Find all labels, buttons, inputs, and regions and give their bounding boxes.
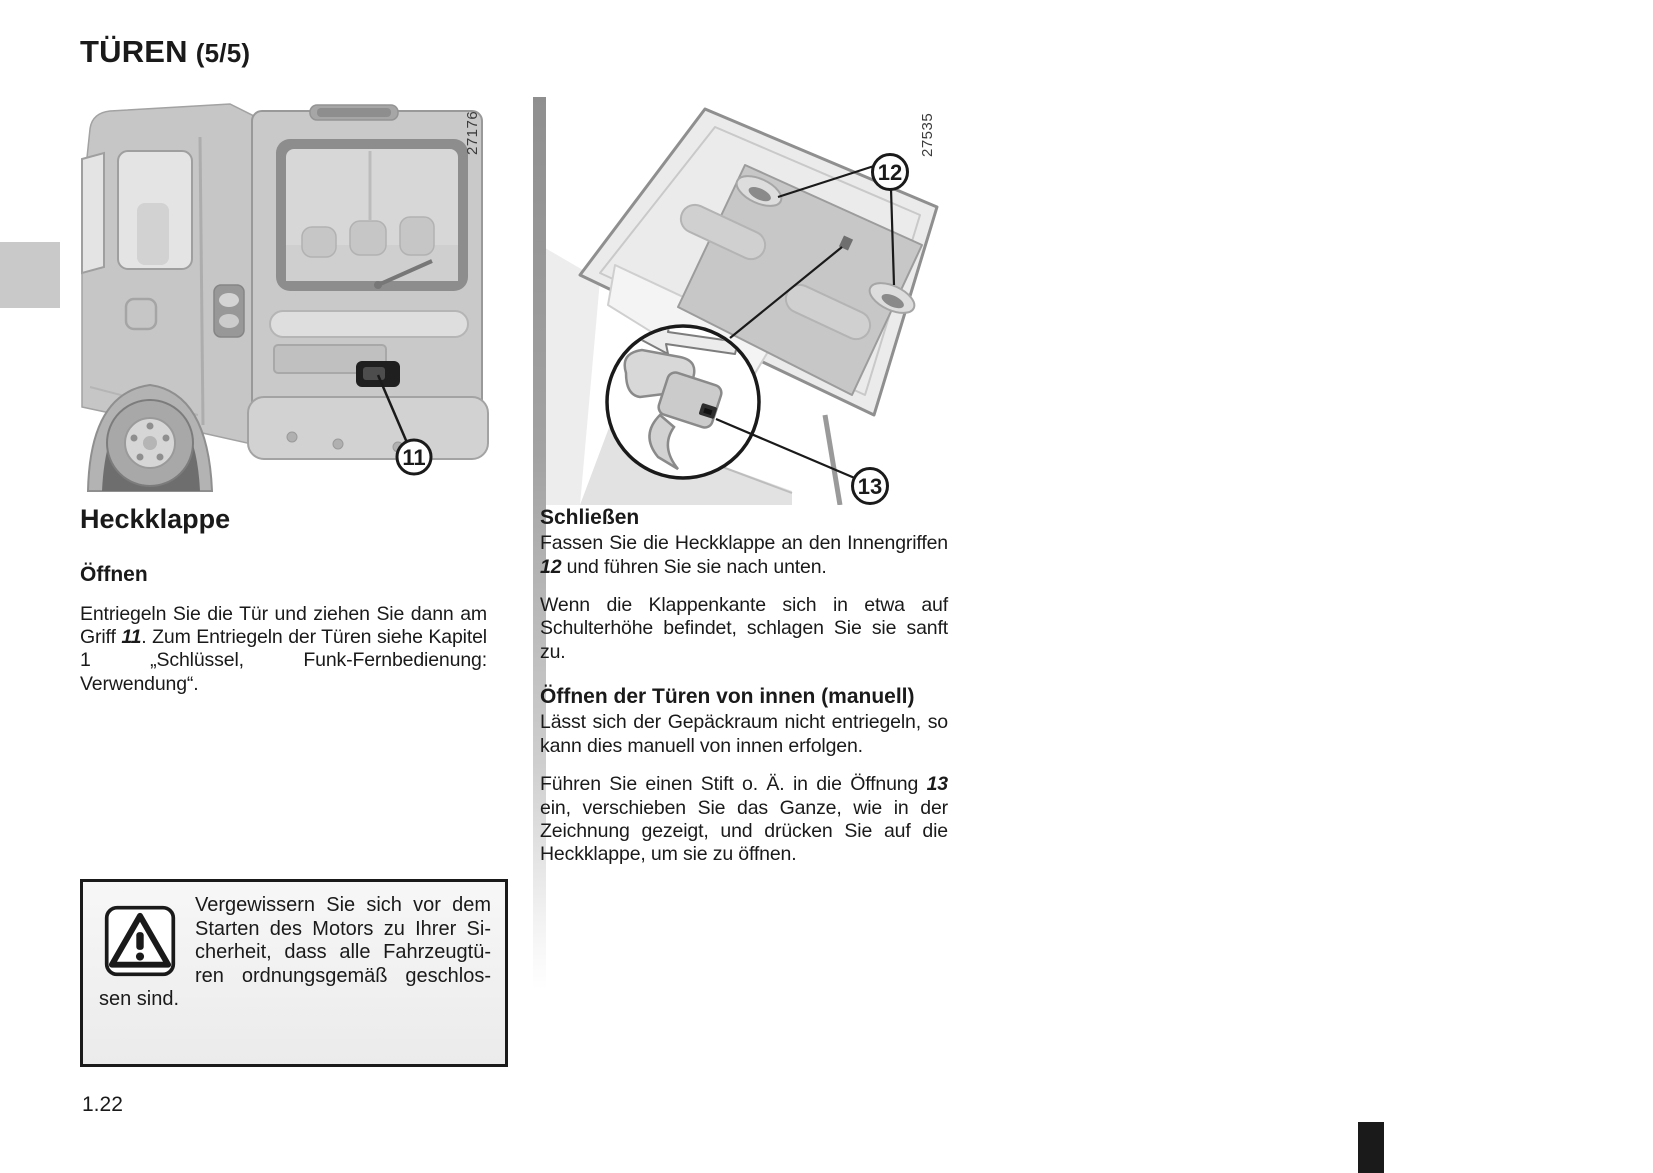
headrest — [400, 217, 434, 255]
headrest — [350, 221, 386, 255]
warning-box — [80, 879, 508, 1067]
van-side-window-front — [82, 153, 104, 273]
right-text-column — [540, 505, 948, 867]
page-title-text: TÜREN — [80, 34, 188, 69]
headrest — [302, 227, 336, 257]
wheel-cap — [143, 436, 157, 450]
van-rear-illustration — [80, 95, 495, 492]
paragraph-open-instructions: Entriegeln Sie die Tür und ziehen Sie dann am Griff 11. Zum Entriegeln der Türen siehe Kapitel 1 „Schlüssel, Funk-Fernbedienung: Verwendung“. — [80, 602, 487, 695]
print-mark — [1358, 1122, 1384, 1173]
page-number: 1.22 — [82, 1093, 123, 1116]
warning-text: Vergewissern Sie sich vor dem Starten des Motors zu Ihrer Sicherheit, dass alle Fahrzeugtüren ordnungsgemäß geschlossen sind. — [99, 894, 491, 1011]
subsection-heading-close: Schließen — [540, 506, 640, 529]
figure-tailgate-inside — [540, 95, 940, 505]
page-title-counter: (5/5) — [195, 38, 251, 68]
paragraph-manual-2: Führen Sie einen Stift o. Ä. in die Öffnung 13 ein, verschieben Sie das Ganze, wie in der Zeichnung gezeigt, und drücken Sie auf die Heckklappe, um sie zu öffnen. — [540, 773, 948, 866]
warning-triangle-icon — [103, 904, 177, 978]
paragraph-close-2: Wenn die Klappenkante sich in etwa auf Schulterhöhe befindet, schlagen Sie sie sanft zu. — [540, 593, 948, 663]
callout-12-number: 12 — [877, 160, 903, 185]
figure-code-right: 27535 — [919, 112, 936, 157]
paragraph-close-1: Fassen Sie die Heckklappe an den Innengriffen 12 und führen Sie sie nach unten. — [540, 532, 948, 578]
subsection-heading-open: Öffnen — [80, 563, 148, 587]
tailgate-groove — [270, 311, 468, 337]
paragraph-manual-1: Lässt sich der Gepäckraum nicht entriegeln, so kann dies manuell von innen erfolgen. — [540, 711, 948, 757]
taillight — [214, 285, 244, 337]
tailgate-inner-illustration — [540, 95, 940, 505]
left-text-column — [80, 503, 487, 696]
callout-13-number: 13 — [857, 474, 883, 499]
section-tab-marker — [0, 242, 60, 308]
figure-vehicle-rear — [80, 95, 495, 492]
callout-11-number: 11 — [402, 445, 426, 470]
page-title — [80, 34, 250, 70]
tailgate-strut — [825, 415, 840, 505]
van-interior-seat-hint — [137, 203, 169, 265]
section-heading: Heckklappe — [80, 504, 231, 534]
figure-code-left: 27176 — [464, 110, 481, 155]
subsection-heading-manual-open: Öffnen der Türen von innen (manuell) — [540, 685, 915, 709]
body-side-hint — [540, 245, 600, 505]
rear-bumper — [248, 397, 488, 459]
